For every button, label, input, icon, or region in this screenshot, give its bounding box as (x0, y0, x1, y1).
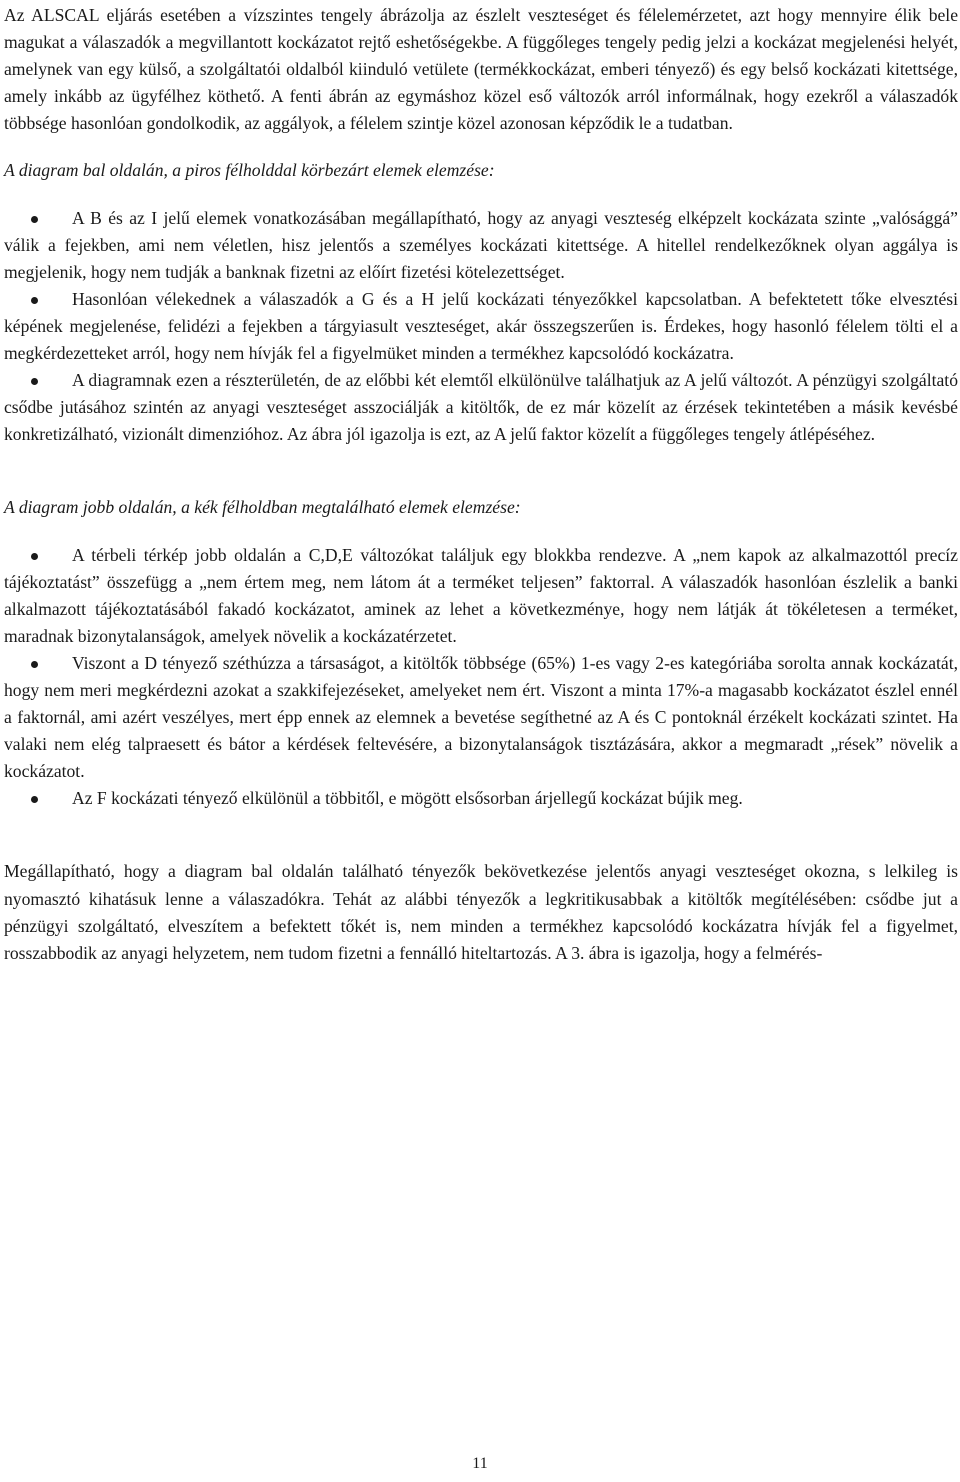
list-item: Hasonlóan vélekednek a válaszadók a G és a H jelű kockázati tényezőkkel kapcsolatban. A befektetett tőke elvesztési képének megjelenése, felidézi a fejekben a tárgyiasult veszteséget, akár összegszerűen is. Érdekes, hogy hasonló félelem tölti el a megkérdezetteket arról, hogy nem hívják fel a figyelmüket minden a termékhez kapcsolódó kockázatra. (4, 286, 958, 367)
intro-paragraph: Az ALSCAL eljárás esetében a vízszintes tengely ábrázolja az észlelt veszteséget és félelemérzetet, azt hogy mennyire élik bele magukat a válaszadók a megvillantott kockázatot rejtő eshetőségekbe. A függőleges tengely pedig jelzi a kockázat megjelenési helyét, amelynek van egy külső, a szolgáltatói oldalból kiinduló vetülete (termékkockázat, emberi tényező) és egy belső kockázati kitettsége, amely inkább az ügyfélhez köthető. A fenti ábrán az egymáshoz közel eső változók arról informálnak, hogy ezekről a válaszadók többsége hasonlóan gondolkodik, az aggályok, a félelem szintje közel azonosan képződik le a tudatban. (4, 5, 958, 134)
left-section-heading: A diagram bal oldalán, a piros félholddal körbezárt elemek elemzése: (4, 160, 495, 181)
right-section-heading: A diagram jobb oldalán, a kék félholdban megtalálható elemek elemzése: (4, 497, 521, 518)
page-content (4, 2, 958, 967)
list-item: Az F kockázati tényező elkülönül a többitől, e mögött elsősorban árjellegű kockázat bújik meg. (4, 785, 958, 812)
left-section-list (4, 205, 958, 449)
page-number: 11 (472, 1455, 488, 1472)
list-item: A B és az I jelű elemek vonatkozásában megállapítható, hogy az anyagi veszteség elképzelt kockázata szinte „valósággá” válik a fejekben, ami nem véletlen, hisz jelentős a személyes kockázati kitettsége. A hitellel rendelkezőknek olyan aggálya is megjelenik, hogy nem tudják a banknak fizetni az előírt fizetési kötelezettséget. (4, 205, 958, 286)
list-item: Viszont a D tényező széthúzza a társaságot, a kitöltők többsége (65%) 1-es vagy 2-es kategóriába sorolta annak kockázatát, hogy nem meri megkérdezni azokat a szakkifejezéseket, amelyeket nem ért. Viszont a minta 17%-a magasabb kockázatot észlel ennél a faktornál, ami azért veszélyes, mert épp ennek az elemnek a bevetése segíthetné az A és C pontoknál érzékelt kockázati szintet. Ha valaki nem elég talpraesett és bátor a kérdések feltevésére, a bizonytalanságok tisztázására, akkor a megmaradt „rések” növelik a kockázatot. (4, 650, 958, 785)
conclusion-paragraph: Megállapítható, hogy a diagram bal oldalán található tényezők bekövetkezése jelentős anyagi veszteséget okozna, s lelkileg is nyomasztó kihatásuk lenne a válaszadókra. Tehát az alábbi tényezők a legkritikusabbak a kitöltők megítélésében: csődbe jut a pénzügyi szolgáltató, elveszítem a befektett tőkét is, nem minden a termékhez kapcsolódó kockázatra hívják fel a figyelmet, rosszabbodik az anyagi helyzetem, nem tudom fizetni a fennálló hiteltartozás. A 3. ábra is igazolja, hogy a felmérés- (4, 861, 958, 963)
right-section-list (4, 542, 958, 813)
list-item: A térbeli térkép jobb oldalán a C,D,E változókat találjuk egy blokkba rendezve. A „nem kapok az alkalmazottól precíz tájékoztatást” összefügg a „nem értem meg, nem látom át a terméket teljesen” faktorral. A válaszadók hasonlóan észlelik a banki alkalmazott tájékoztatásából fakadó kockázatot, aminek az lehet a következménye, hogy nem látják át tökéletesen a terméket, maradnak bizonytalanságok, amelyek növelik a kockázatérzetet. (4, 542, 958, 650)
list-item: A diagramnak ezen a részterületén, de az előbbi két elemtől elkülönülve találhatjuk az A jelű változót. A pénzügyi szolgáltató csődbe jutásához szintén az anyagi veszteséget asszociálják a kitöltők, de ez már közelít az érzések tekintetében a másik kevésbé konkretizálható, vizionált dimenzióhoz. Az ábra jól igazolja is ezt, az A jelű faktor közelít a függőleges tengely átlépéséhez. (4, 367, 958, 448)
